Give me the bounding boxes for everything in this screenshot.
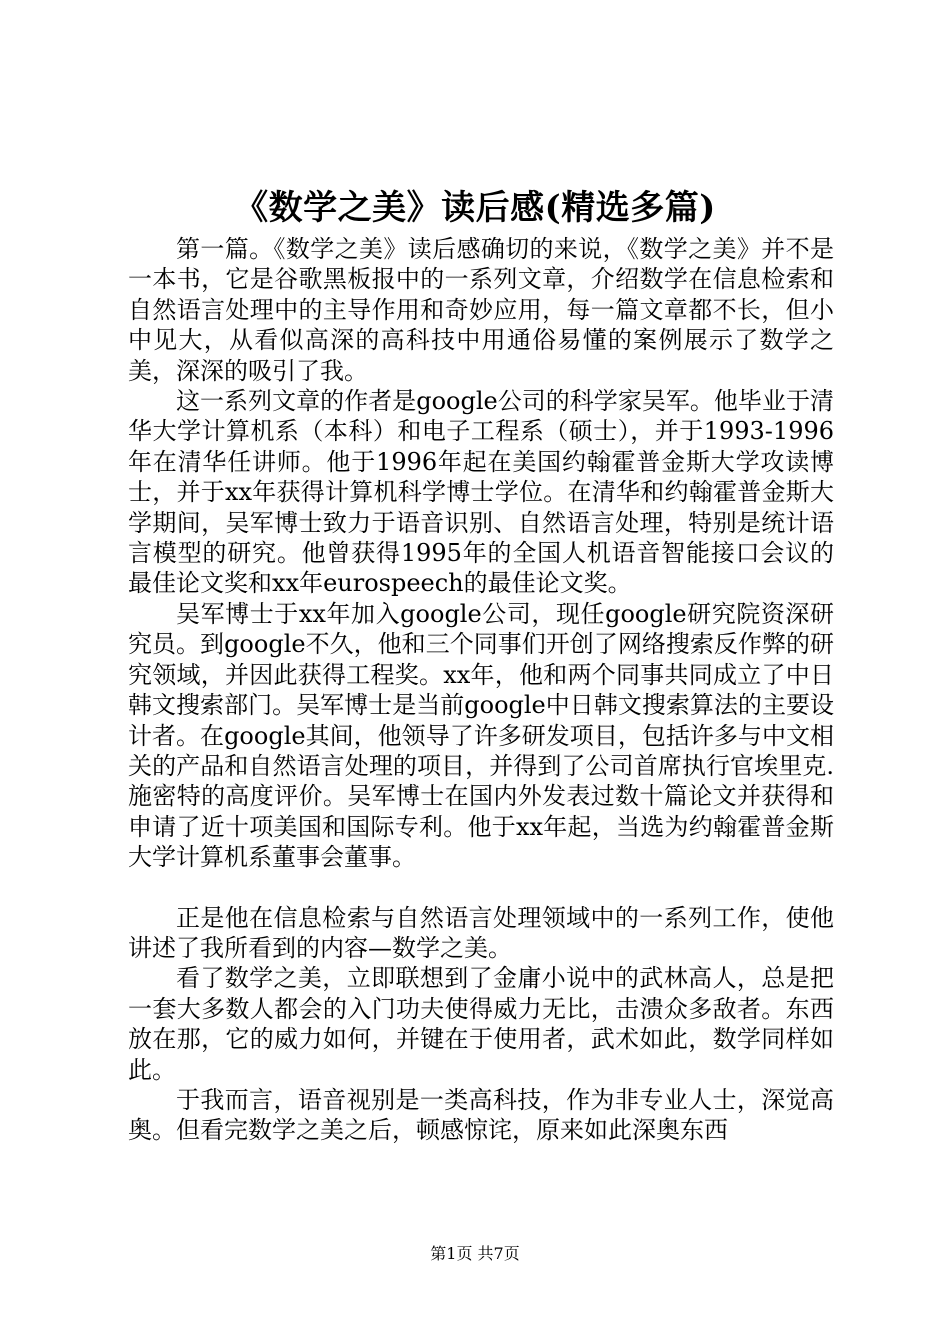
paragraph-6: 于我而言，语音视别是一类高科技，作为非专业人士，深觉高奥。但看完数学之美之后，顿感惊诧，原来如此深奥东西 — [128, 1085, 834, 1145]
paragraph-3: 吴军博士于xx年加入google公司，现任google研究院资深研究员。到google不久，他和三个同事们开创了网络搜索反作弊的研究领域，并因此获得工程奖。xx年，他和两个同事共同成立了中日韩文搜索部门。吴军博士是当前google中日韩文搜索算法的主要设计者。在google其间，他领导了许多研发项目，包括许多与中文相关的产品和自然语言处理的项目，并得到了公司首席执行官埃里克.施密特的高度评价。吴军博士在国内外发表过数十篇论文并获得和申请了近十项美国和国际专利。他于xx年起，当选为约翰霍普金斯大学计算机系董事会董事。 — [128, 599, 834, 872]
paragraph-5: 看了数学之美，立即联想到了金庸小说中的武林高人，总是把一套大多数人都会的入门功夫使得威力无比，击溃众多敌者。东西放在那，它的威力如何，并键在于使用者，武术如此，数学同样如此。 — [128, 964, 834, 1084]
page-footer: 第1页 共7页 — [430, 1244, 520, 1263]
document-body — [128, 234, 834, 1146]
document-title: 《数学之美》读后感(精选多篇) — [234, 188, 716, 228]
paragraph-2: 这一系列文章的作者是google公司的科学家吴军。他毕业于清华大学计算机系（本科）和电子工程系（硕士），并于1993-1996年在清华任讲师。他于1996年起在美国约翰霍普金斯大学攻读博士，并于xx年获得计算机科学博士学位。在清华和约翰霍普金斯大学期间，吴军博士致力于语音识别、自然语言处理，特别是统计语言模型的研究。他曾获得1995年的全国人机语音智能接口会议的最佳论文奖和xx年eurospeech的最佳论文奖。 — [128, 387, 834, 598]
paragraph-1: 第一篇。《数学之美》读后感确切的来说，《数学之美》并不是一本书，它是谷歌黑板报中的一系列文章，介绍数学在信息检索和自然语言处理中的主导作用和奇妙应用，每一篇文章都不长，但小中见大，从看似高深的高科技中用通俗易懂的案例展示了数学之美，深深的吸引了我。 — [128, 235, 834, 385]
paragraph-4: 正是他在信息检索与自然语言处理领域中的一系列工作，使他讲述了我所看到的内容—数学之美。 — [128, 903, 834, 962]
